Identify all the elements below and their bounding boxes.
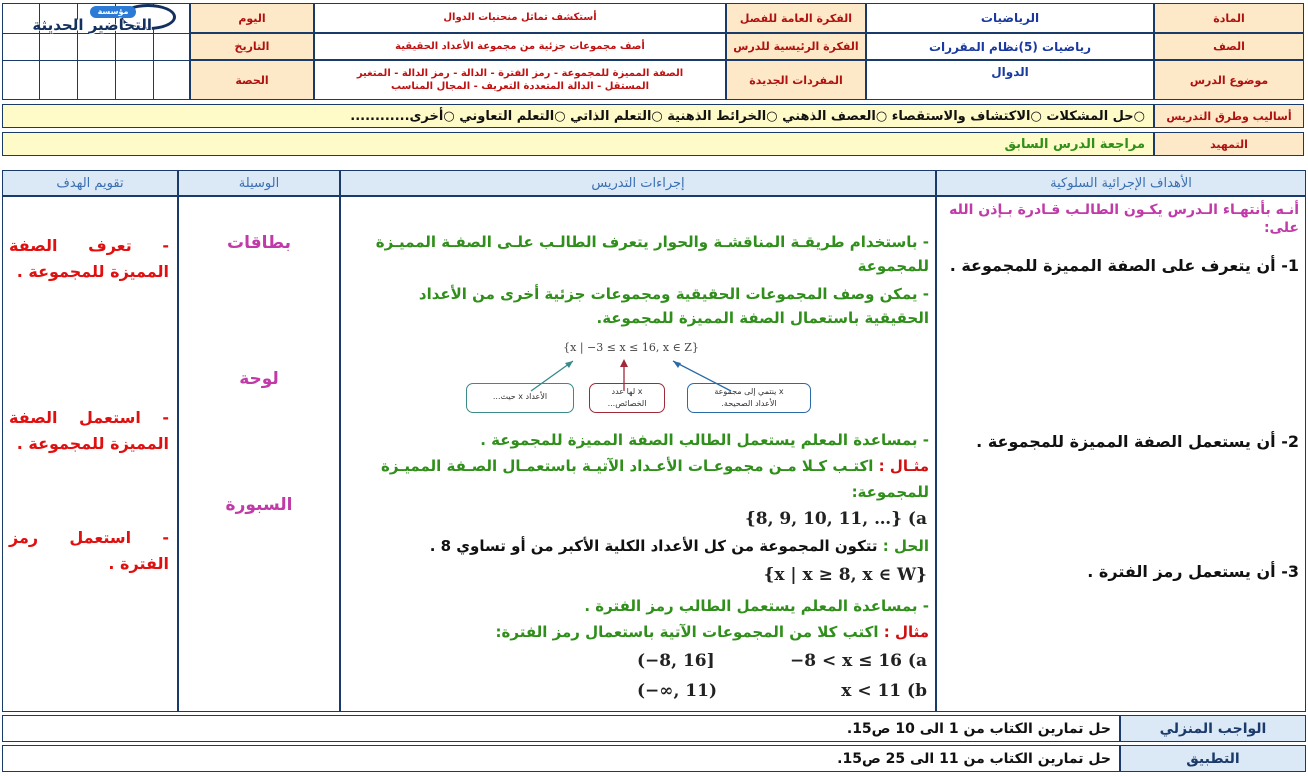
evaluation-item-2: - استعمل الصفة المميزة للمجموعة . [9, 408, 169, 453]
tool-blackboard: السبورة [225, 495, 293, 515]
objective-3: 3- أن يستعمل رمز الفترة . [1087, 562, 1299, 581]
main-idea-value: أصف مجموعات جزئية من مجموعة الأعداد الحقيقية [314, 33, 726, 60]
subject-label: المادة [1154, 3, 1304, 33]
procedure-4: - بمساعدة المعلم يستعمل الطالب رمز الفترة . [584, 597, 929, 615]
period-label: الحصة [190, 60, 314, 100]
logo-text: التحاضير الحديثة [32, 16, 152, 34]
diagram-box-mid-2: الخصائص... [607, 399, 647, 408]
grade-value: رياضيات (5)نظام المقررات [866, 33, 1154, 60]
date-label: التاريخ [190, 33, 314, 60]
subject-value: الرياضيات [866, 3, 1154, 33]
tools-header: الوسيلة [178, 170, 340, 196]
intro-value: مراجعة الدرس السابق [2, 132, 1154, 156]
intro-label: التمهيد [1154, 132, 1304, 156]
procedure-1b: للمجموعة [857, 257, 929, 275]
logo-badge: مؤسسة [90, 6, 136, 18]
example-2 [347, 621, 929, 643]
vocab-line-2: المستقل - الدالة المتعددة التعريف - المجال المناسب [390, 81, 650, 92]
example-1-label: مثـال : [878, 457, 929, 475]
example-2-text: اكتب كلا من المجموعات الآتية باستعمال رمز الفترة: [495, 623, 884, 641]
diagram-box-right [687, 383, 811, 413]
evaluation-item-3: - استعمل رمز الفترة . [9, 528, 169, 573]
evaluation-header: تقويم الهدف [2, 170, 178, 196]
procedures-column [340, 196, 936, 712]
example-1-set: {8, 9, 10, 11, …} (a [744, 509, 927, 529]
solution [347, 535, 929, 557]
homework-value: حل تمارين الكتاب من 1 الى 10 ص15. [2, 715, 1120, 742]
vocab-value [314, 60, 726, 100]
example-1-text: اكتـب كـلا مـن مجموعـات الأعـداد الآتيـة باستعمـال الصـفة المميـزة [381, 457, 879, 475]
diagram-formula: {x | −3 ≤ x ≤ 16, x ∈ Z} [563, 341, 699, 354]
day-label: اليوم [190, 3, 314, 33]
vocab-label: المفردات الجديدة [726, 60, 866, 100]
homework-label: الواجب المنزلي [1120, 715, 1306, 742]
general-idea-value: أستكشف تماثل منحنيات الدوال [314, 3, 726, 33]
evaluation-item-1: - تعرف الصفة المميزة للمجموعة . [9, 236, 169, 281]
example-2b-interval: (−∞, 11) [637, 681, 717, 701]
topic-label: موضوع الدرس [1154, 60, 1304, 100]
diagram-box-right-2: الأعداد الصحيحة. [721, 399, 777, 408]
objectives-column [936, 196, 1306, 712]
arrowhead-left [565, 361, 573, 368]
tools-column [178, 196, 340, 712]
diagram-box-mid-1: x لها عدد [611, 387, 643, 396]
example-1-cont: للمجموعة: [851, 483, 929, 501]
methods-label: أساليب وطرق التدريس [1154, 104, 1304, 128]
example-1 [347, 455, 929, 477]
general-idea-label: الفكرة العامة للفصل [726, 3, 866, 33]
solution-text: تتكون المجموعة من كل الأعداد الكلية الأكبر من أو تساوي 8 . [429, 537, 883, 555]
objective-1: 1- أن يتعرف على الصفة المميزة للمجموعة . [949, 256, 1299, 275]
tool-cards: بطاقات [227, 233, 291, 253]
logo [0, 2, 182, 38]
example-2a-inequality: −8 < x ≤ 16 (a [789, 651, 927, 671]
grade-label: الصف [1154, 33, 1304, 60]
procedure-1a: - باستخدام طريقـة المناقشـة والحوار يتعرف الطالـب علـى الصفـة المميـزة [375, 233, 929, 251]
vocab-line-1: الصفة المميزة للمجموعة - رمز الفترة - الدالة - رمز الدالة - المتغير [356, 67, 684, 79]
application-value: حل تمارين الكتاب من 11 الى 25 ص15. [2, 745, 1120, 772]
grid-line [2, 60, 190, 61]
diagram-box-right-1: x ينتمي إلى مجموعة [714, 387, 784, 396]
evaluation-column [2, 196, 178, 712]
example-2a-interval: (−8, 16] [637, 651, 715, 671]
procedures-header: إجراءات التدريس [340, 170, 936, 196]
main-idea-label: الفكرة الرئيسية للدرس [726, 33, 866, 60]
methods-value: ○حل المشكلات ○الاكتشاف والاستقصاء ○العصف الذهني ○الخرائط الذهنية ○التعلم الذاتي ○التعلم التعاوني ○أخرى............ [2, 104, 1154, 128]
diagram-box-left: الأعداد x حيث... [466, 383, 574, 413]
objectives-header: الأهداف الإجرائية السلوكية [936, 170, 1306, 196]
diagram-box-mid [589, 383, 665, 413]
procedure-2a: - يمكن وصف المجموعات الحقيقية ومجموعات جزئية أخرى من الأعداد [418, 285, 929, 303]
application-label: التطبيق [1120, 745, 1306, 772]
tool-board: لوحة [239, 369, 279, 389]
objective-2: 2- أن يستعمل الصفة المميزة للمجموعة . [976, 432, 1299, 451]
solution-label: الحل : [882, 537, 929, 555]
example-2-label: مثال : [883, 623, 929, 641]
topic-value: الدوال [866, 60, 1154, 100]
procedure-2b: الحقيقية باستعمال الصفة المميزة للمجموعة. [596, 309, 929, 327]
solution-set: {x | x ≥ 8, x ∈ W} [763, 565, 927, 585]
arrowhead-right [673, 361, 681, 368]
arrowhead-mid [620, 359, 628, 367]
procedure-3: - بمساعدة المعلم يستعمل الطالب الصفة المميزة للمجموعة . [480, 431, 929, 449]
set-builder-diagram [461, 341, 821, 425]
example-2b-inequality: x < 11 (b [841, 681, 927, 701]
objectives-intro: أنـه بأنتهـاء الـدرس يكـون الطالـب قـادرة بـإذن الله على: [949, 202, 1299, 236]
